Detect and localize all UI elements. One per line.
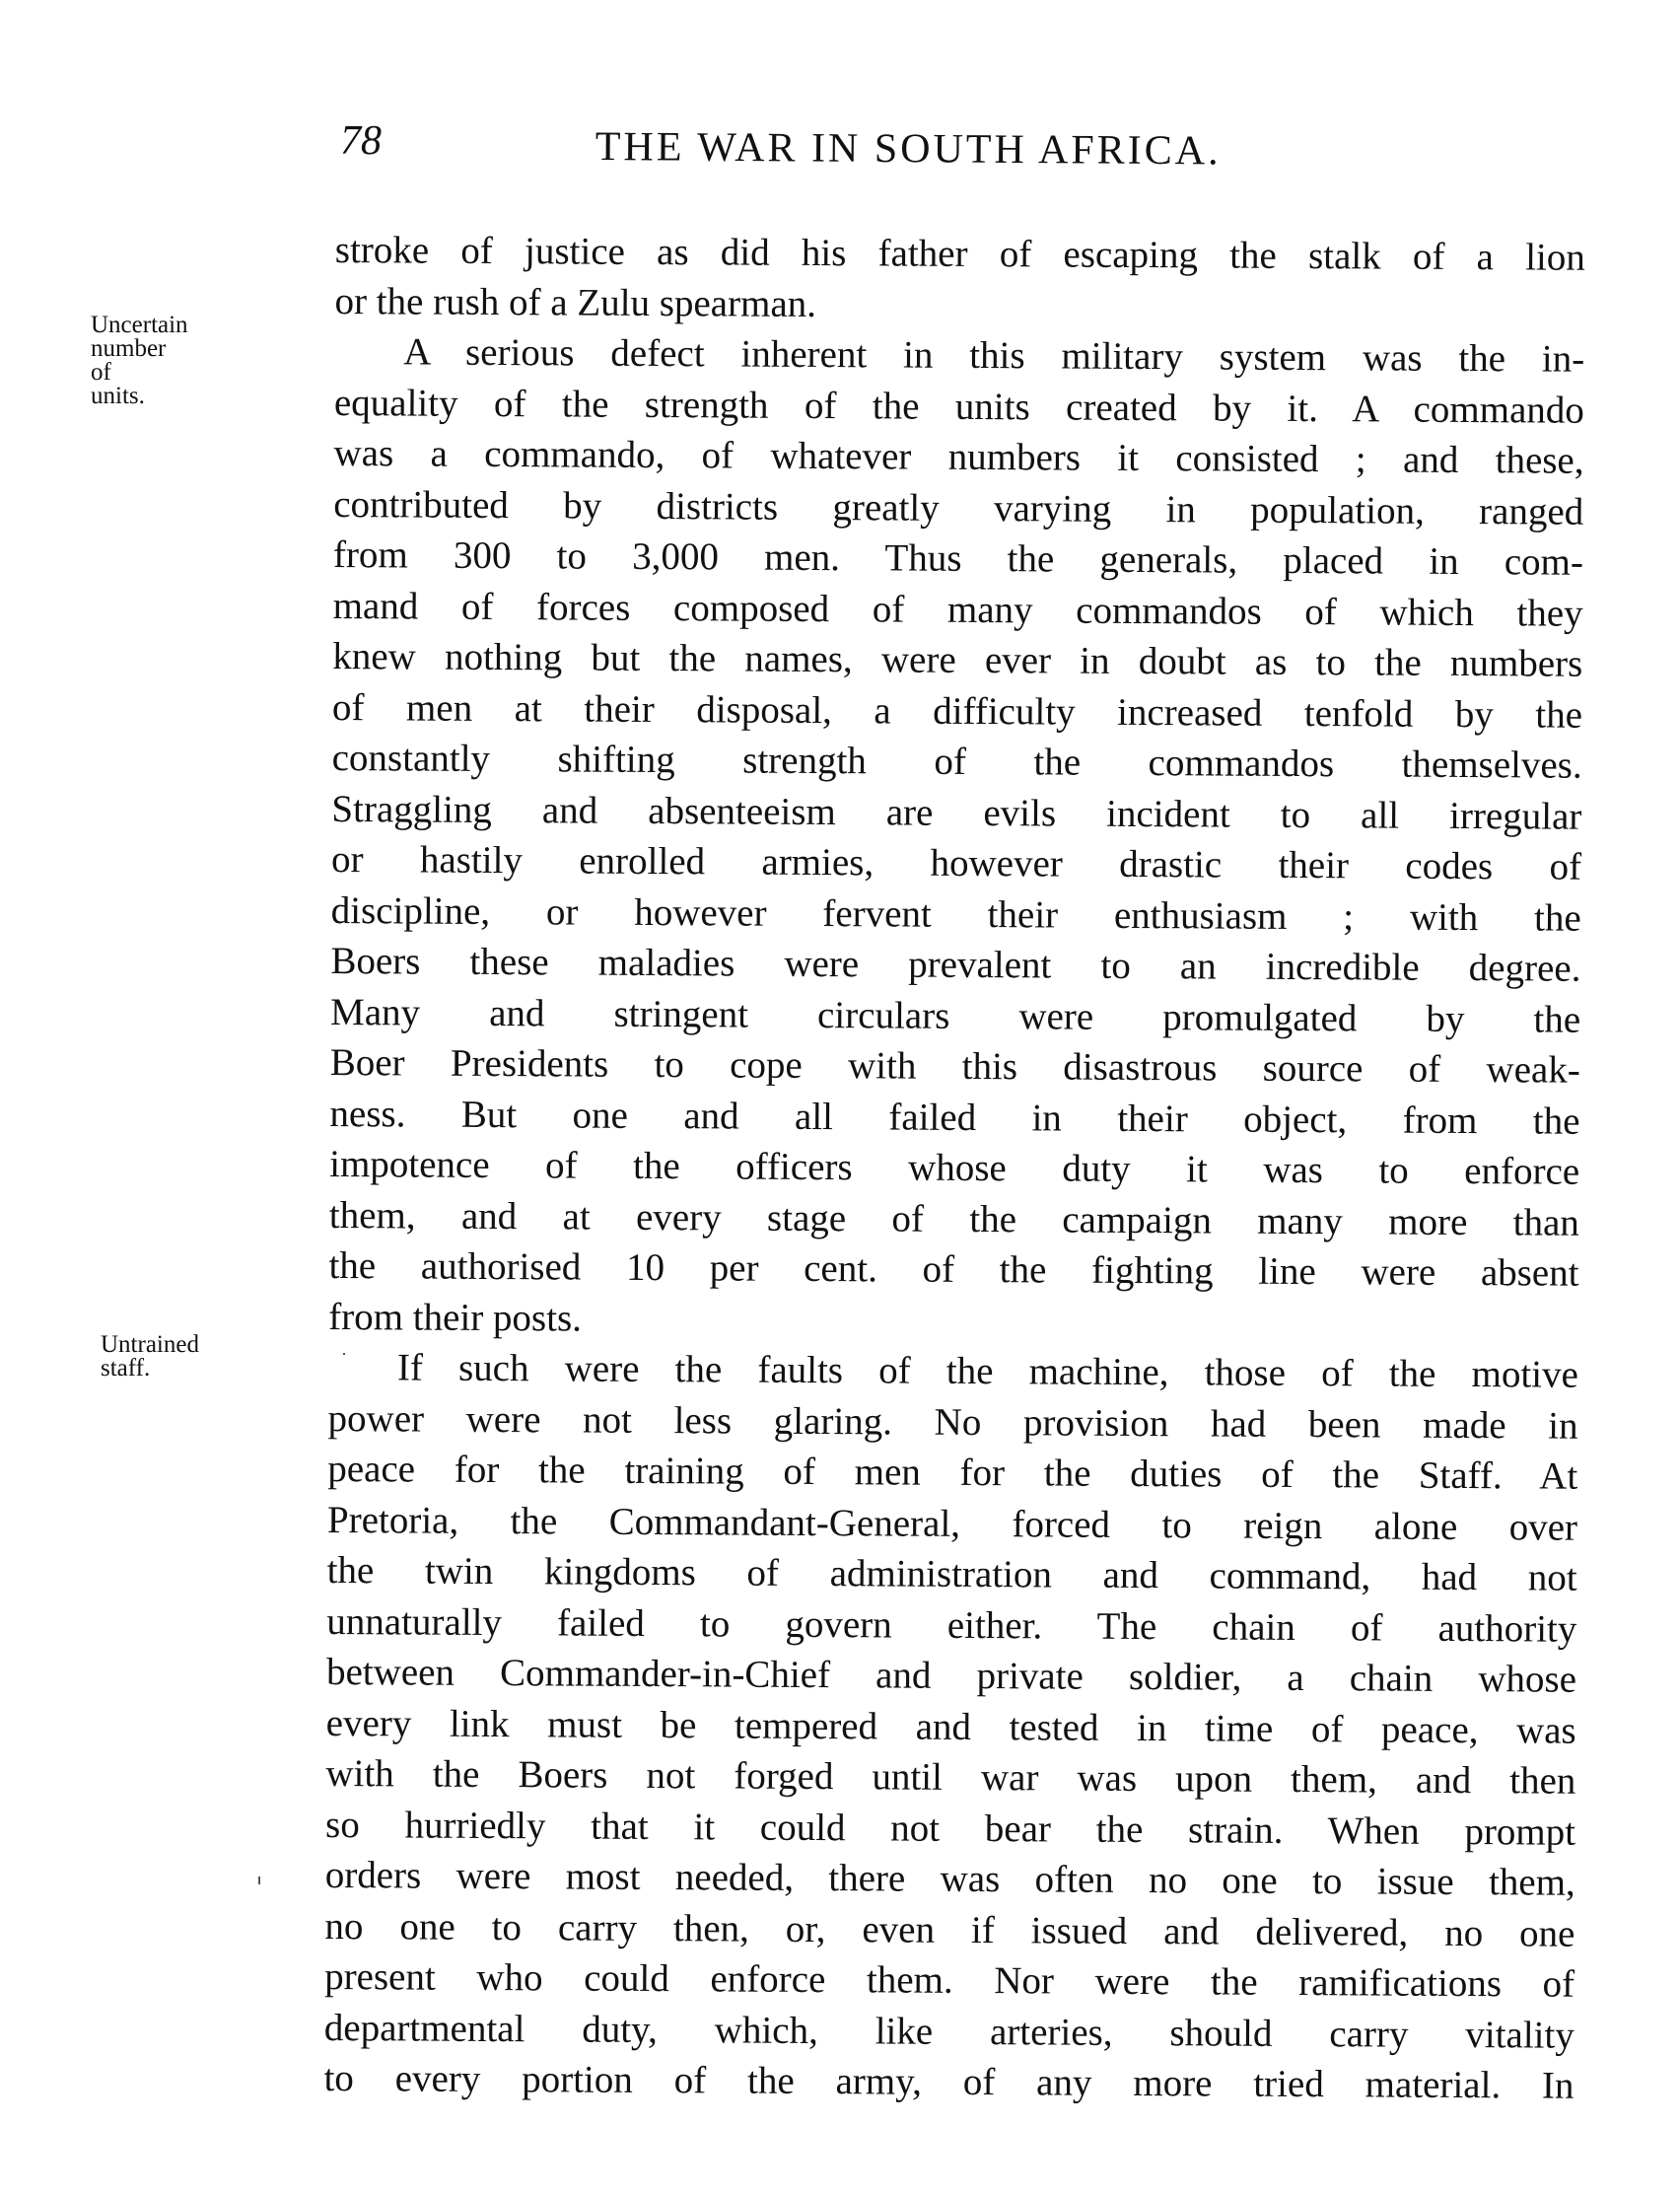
- text-line: ness. But one and all failed in their object, from the: [329, 1092, 1580, 1143]
- text-line: them, and at every stage of the campaign many more than: [328, 1193, 1579, 1244]
- scan-speck: [258, 1877, 260, 1884]
- text-line: power were not less glaring. No provision had been made in: [327, 1396, 1578, 1448]
- text-line: mand of forces composed of many commandos of which they: [332, 584, 1583, 635]
- text-line: of men at their disposal, a difficulty increased tenfold by the: [331, 685, 1583, 737]
- sidenote-line: of: [91, 359, 111, 386]
- text-line: Boer Presidents to cope with this disastrous source of weak-: [329, 1040, 1580, 1092]
- page-number: 78: [340, 118, 382, 164]
- text-line: Boers these maladies were prevalent to an incredible degree.: [330, 939, 1581, 990]
- text-line: the twin kingdoms of administration and command, had not: [326, 1548, 1577, 1599]
- text-line: knew nothing but the names, were ever in doubt as to the numbers: [332, 634, 1583, 685]
- sidenote-line: number: [91, 335, 167, 362]
- text-line: constantly shifting strength of the commandos themselves.: [331, 736, 1582, 787]
- sidenote-uncertain-number-of-units: [91, 314, 188, 408]
- text-line: Many and stringent circulars were promulgated by the: [329, 990, 1581, 1041]
- sidenote-line: staff.: [101, 1355, 151, 1381]
- text-line: no one to carry then, or, even if issued and delivered, no one: [324, 1904, 1575, 1955]
- text-line: Pretoria, the Commandant-General, forced to reign alone over: [326, 1498, 1578, 1549]
- text-line: so hurriedly that it could not bear the strain. When prompt: [324, 1803, 1576, 1854]
- text-line: every link must be tempered and tested in time of peace, was: [325, 1701, 1576, 1752]
- text-line: impotence of the officers whose duty it was to enforce: [329, 1142, 1580, 1193]
- body-text: [323, 225, 1585, 2111]
- text-line: Straggling and absenteeism are evils incident to all irregular: [331, 787, 1582, 838]
- text-line: from 300 to 3,000 men. Thus the generals, placed in com-: [332, 532, 1584, 584]
- text-line: from their posts.: [328, 1295, 583, 1340]
- running-title: THE WAR IN SOUTH AFRICA.: [595, 123, 1222, 175]
- text-line: equality of the strength of the units created by it. A commando: [333, 381, 1585, 432]
- paragraph-start-line: If such were the faults of the machine, those of the motive: [396, 1346, 1579, 1396]
- text-line: present who could enforce them. Nor were the ramifications of: [324, 1954, 1575, 2006]
- paragraph-start-line: A serious defect inherent in this military system was the in-: [403, 330, 1585, 381]
- text-line: or the rush of a Zulu spearman.: [334, 279, 817, 325]
- text-line: between Commander-in-Chief and private soldier, a chain whose: [325, 1650, 1577, 1701]
- text-line: orders were most needed, there was often no one to issue them,: [324, 1853, 1575, 1904]
- sidenote-line: Uncertain: [91, 312, 188, 338]
- text-line: to every portion of the army, of any more tried material. In: [323, 2056, 1575, 2107]
- sidenote-untrained-staff: [101, 1333, 199, 1381]
- text-line: peace for the training of men for the duties of the Staff. At: [327, 1447, 1578, 1498]
- text-line: unnaturally failed to govern either. The chain of authority: [326, 1599, 1577, 1651]
- text-line: or hastily enrolled armies, however drastic their codes of: [330, 837, 1582, 888]
- text-line: with the Boers not forged until war was upon them, and then: [325, 1751, 1576, 1803]
- text-line: the authorised 10 per cent. of the fighting line were absent: [328, 1243, 1579, 1295]
- scan-speck: [343, 1353, 345, 1355]
- text-line: discipline, or however fervent their enthusiasm ; with the: [330, 888, 1581, 940]
- text-line: contributed by districts greatly varying in population, ranged: [333, 482, 1584, 533]
- text-line: was a commando, of whatever numbers it consisted ; and these,: [333, 431, 1584, 482]
- sidenote-line: units.: [91, 383, 145, 409]
- text-line: departmental duty, which, like arteries, should carry vitality: [323, 2006, 1575, 2057]
- sidenote-line: Untrained: [101, 1331, 199, 1358]
- text-line: stroke of justice as did his father of escaping the stalk of a lion: [334, 228, 1585, 279]
